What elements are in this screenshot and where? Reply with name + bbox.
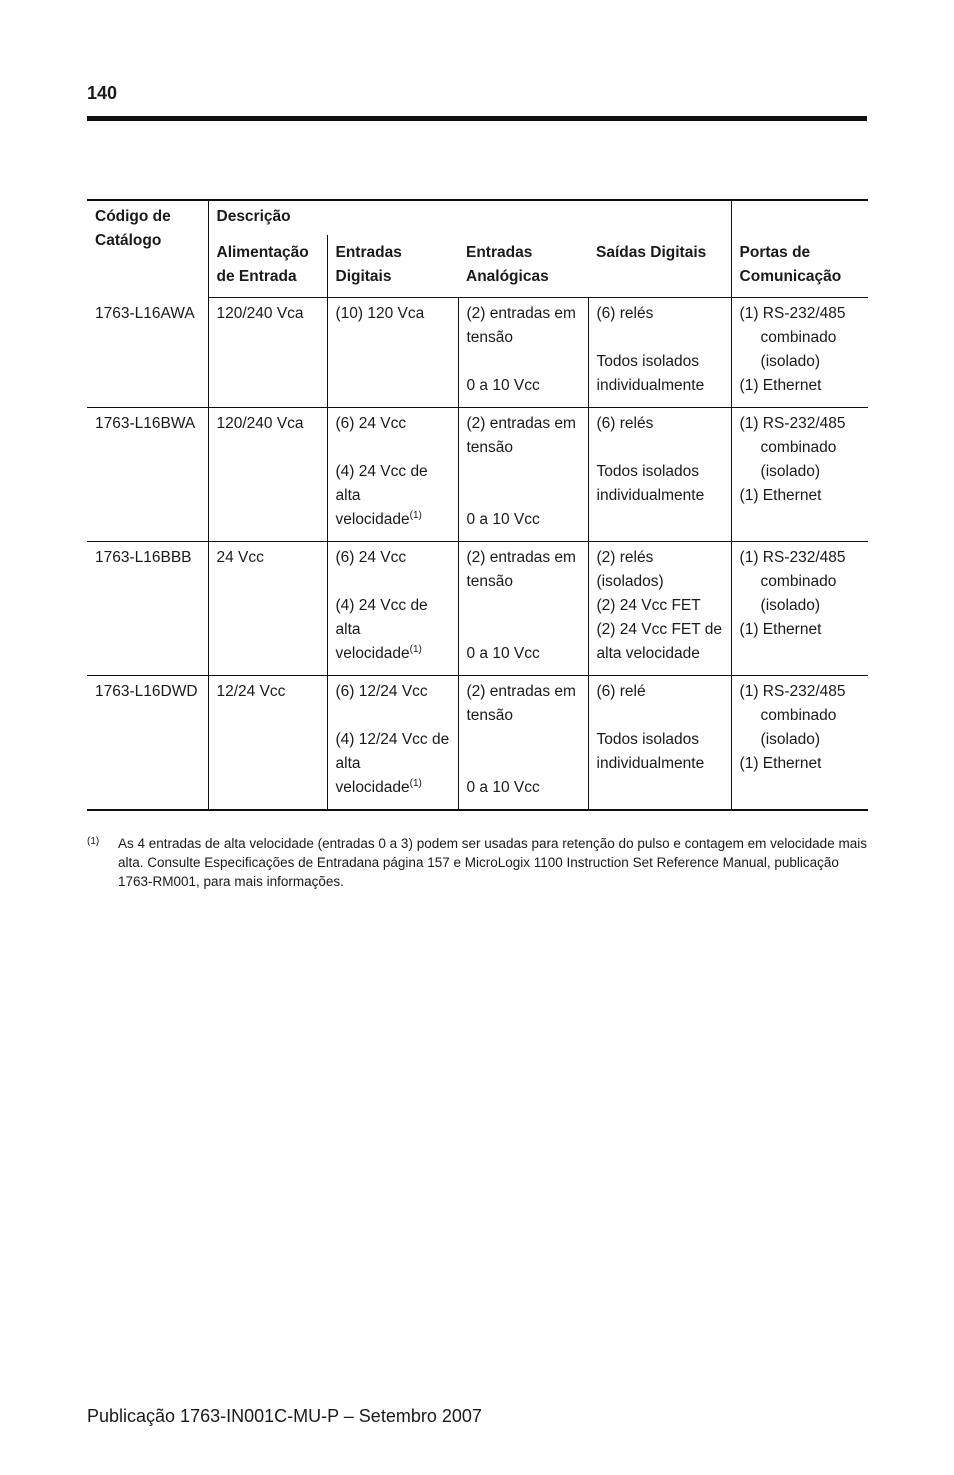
table-header-row [87,200,868,235]
catalog-code-cell: 1763-L16BWA [87,408,208,542]
port-ethernet: (1) Ethernet [739,487,822,504]
port-serial-detail: combinado (isolado) [760,573,837,614]
digital-inputs-cell [327,408,458,542]
publication-footer: Publicação 1763-IN001C-MU-P – Setembro 2007 [87,1406,482,1426]
communication-ports-cell [731,408,868,542]
footnote-reference: (1) [409,777,422,789]
digital-inputs-line: (6) 12/24 Vcc [335,683,428,700]
digital-outputs-note: Todos isolados individualmente [596,463,705,504]
header-catalog-code: Código de Catálogo [87,200,208,298]
header-description: Descrição [208,200,731,235]
port-ethernet: (1) Ethernet [739,755,822,772]
analog-inputs-type: (2) entradas em tensão [466,549,576,590]
power-input-cell: 12/24 Vcc [208,676,327,811]
digital-outputs-note: Todos isolados individualmente [596,731,705,772]
digital-outputs-line: (6) relés [596,415,654,432]
analog-inputs-type: (2) entradas em tensão [466,683,576,724]
header-power-input: Alimentação de Entrada [208,235,327,298]
analog-inputs-range: 0 a 10 Vcc [466,377,540,394]
header-digital-inputs: Entradas Digitais [327,235,458,298]
digital-outputs-cell [588,676,731,811]
analog-inputs-cell [458,408,588,542]
analog-inputs-range: 0 a 10 Vcc [466,645,540,662]
digital-outputs-cell [588,408,731,542]
communication-ports-cell [731,542,868,676]
communication-ports-cell [731,676,868,811]
digital-inputs-high-speed: (4) 24 Vcc de alta velocidade$^{(1)}$ [335,597,428,662]
analog-inputs-type: (2) entradas em tensão [466,415,576,456]
port-serial: (1) RS-232/485 [739,683,846,700]
catalog-code-cell: 1763-L16BBB [87,542,208,676]
digital-outputs-line: (2) relés (isolados) [596,549,664,590]
digital-inputs-high-speed: (4) 24 Vcc de alta velocidade$^{(1)}$ [335,463,428,528]
header-rule [87,116,867,121]
digital-inputs-line: (6) 24 Vcc [335,549,407,566]
digital-inputs-cell [327,542,458,676]
power-input-cell: 24 Vcc [208,542,327,676]
port-serial: (1) RS-232/485 [739,305,846,322]
table-row [87,298,868,408]
port-serial: (1) RS-232/485 [739,549,846,566]
digital-inputs-line: (6) 24 Vcc [335,415,407,432]
communication-ports-cell [731,298,868,408]
header-digital-outputs: Saídas Digitais [588,235,731,298]
footnote-mark: (1) [87,836,100,847]
analog-inputs-cell [458,676,588,811]
power-input-cell: 120/240 Vca [208,408,327,542]
port-ethernet: (1) Ethernet [739,377,822,394]
digital-outputs-line: (2) 24 Vcc FET de alta velocidade [596,621,722,662]
digital-outputs-line: (6) relé [596,683,646,700]
port-serial-detail: combinado (isolado) [760,439,837,480]
specifications-table [87,199,868,811]
header-spacer [731,200,868,235]
port-ethernet: (1) Ethernet [739,621,822,638]
digital-inputs-line: (10) 120 Vca [335,305,425,322]
table-row [87,408,868,542]
port-serial-detail: combinado (isolado) [760,707,837,748]
digital-outputs-cell [588,298,731,408]
footnote-reference: (1) [409,509,422,521]
digital-outputs-line: (2) 24 Vcc FET [596,597,701,614]
analog-inputs-type: (2) entradas em tensão [466,305,576,346]
table-row [87,542,868,676]
digital-outputs-cell [588,542,731,676]
analog-inputs-cell [458,542,588,676]
header-communication-ports: Portas de Comunicação [731,235,868,298]
power-input-cell: 120/240 Vca [208,298,327,408]
header-analog-inputs: Entradas Analógicas [458,235,588,298]
digital-inputs-cell [327,298,458,408]
digital-inputs-high-speed: (4) 12/24 Vcc de alta velocidade$^{(1)}$ [335,731,450,796]
catalog-code-cell: 1763-L16AWA [87,298,208,408]
table-row [87,676,868,811]
analog-inputs-range: 0 a 10 Vcc [466,511,540,528]
catalog-code-cell: 1763-L16DWD [87,676,208,811]
analog-inputs-cell [458,298,588,408]
digital-outputs-line: (6) relés [596,305,654,322]
port-serial-detail: combinado (isolado) [760,329,837,370]
analog-inputs-range: 0 a 10 Vcc [466,779,540,796]
digital-outputs-note: Todos isolados individualmente [596,353,705,394]
page-number: 140 [87,83,118,103]
digital-inputs-cell [327,676,458,811]
footnote-reference: (1) [409,643,422,655]
port-serial: (1) RS-232/485 [739,415,846,432]
footnote-text: As 4 entradas de alta velocidade (entradas 0 a 3) podem ser usadas para retenção do pulso e contagem em velocidade mais alta. Consulte Especificações de Entradana página 157 e MicroLogix 1100 Instruction Set Reference Manual, publicação 1763-RM001, para mais informações. [118,836,867,889]
